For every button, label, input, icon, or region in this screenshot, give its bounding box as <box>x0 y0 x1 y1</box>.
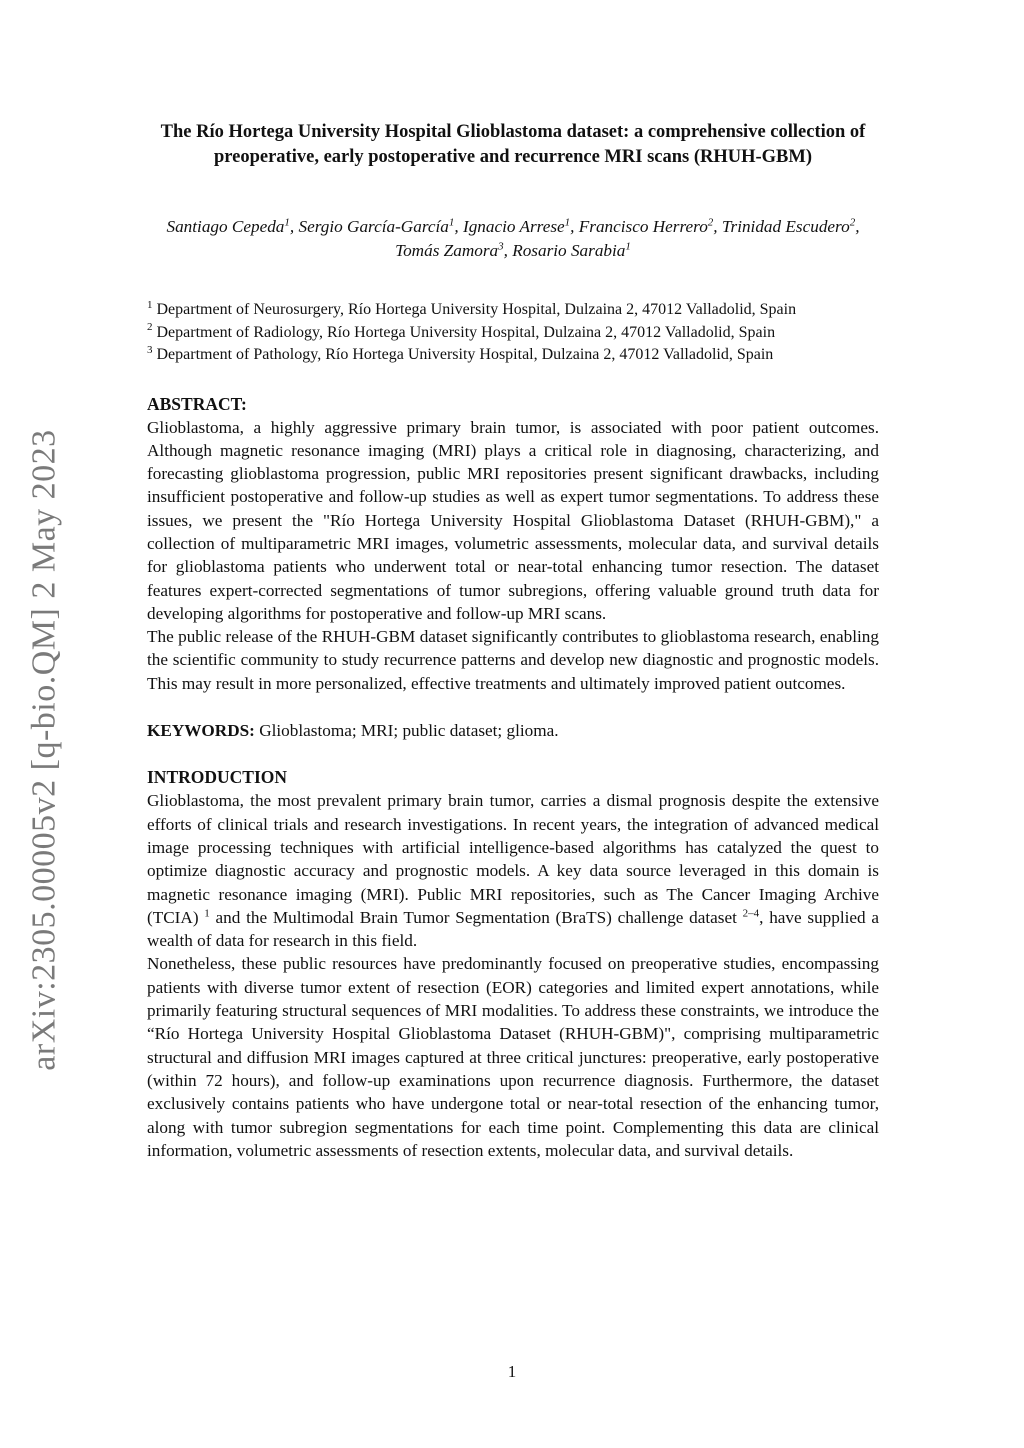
keywords-label: KEYWORDS: <box>147 721 255 741</box>
introduction-paragraph: Glioblastoma, the most prevalent primary brain tumor, carries a dismal prognosis despite the extensive efforts of clinical trials and research investigations. In recent years, the integration of advanced medical image processing techniques with artificial intelligence-based algorithms has catalyzed the quest to optimize diagnostic accuracy and prognostic models. A key data source leveraged in this domain is magnetic resonance imaging (MRI). Public MRI repositories, such as The Cancer Imaging Archive (TCIA) $^1$ and the Multimodal Brain Tumor Segmentation (BraTS) challenge dataset $^{2-4}$, have supplied a wealth of data for research in this field. <box>147 791 879 951</box>
keywords-text: Glioblastoma; MRI; public dataset; glioma. <box>259 721 559 741</box>
abstract-paragraph: Glioblastoma, a highly aggressive primary brain tumor, is associated with poor patient outcomes. Although magnetic resonance imaging (MRI) plays a critical role in diagnosing, characterizing, and forecasting glioblastoma progression, public MRI repositories present significant drawbacks, including insufficient postoperative and follow-up studies as well as expert tumor segmentations. To address these issues, we present the "Río Hortega University Hospital Glioblastoma Dataset (RHUH-GBM)," a collection of multiparametric MRI images, volumetric assessments, molecular data, and survival details for glioblastoma patients who underwent total or near-total enhancing tumor resection. The dataset features expert-corrected segmentations of tumor subregions, offering valuable ground truth data for developing algorithms for postoperative and follow-up MRI scans. <box>147 417 879 623</box>
citation: 1 <box>204 907 210 920</box>
introduction-heading: INTRODUCTION <box>147 767 288 788</box>
abstract-paragraph: The public release of the RHUH-GBM dataset significantly contributes to glioblastoma research, enabling the scientific community to study recurrence patterns and develop new diagnostic and prognostic models. This may result in more personalized, effective treatments and ultimately improved patient outcomes. <box>147 627 879 693</box>
affiliation: $^1$ Department of Neurosurgery, Río Hortega University Hospital, Dulzaina 2, 47012 Valladolid, Spain <box>147 298 797 318</box>
affiliation: $^3$ Department of Pathology, Río Hortega University Hospital, Dulzaina 2, 47012 Valladolid, Spain <box>147 343 774 363</box>
arxiv-identifier: arXiv:2305.00005v2 [q-bio.QM] 2 May 2023 <box>26 429 64 1071</box>
affiliation: $^2$ Department of Radiology, Río Hortega University Hospital, Dulzaina 2, 47012 Valladolid, Spain <box>147 321 776 341</box>
author: Santiago Cepeda$^1$ <box>166 216 290 236</box>
paper-page <box>147 120 879 1162</box>
page-number: 1 <box>507 1362 517 1381</box>
introduction-section <box>147 766 879 1162</box>
author: Tomás Zamora$^3$ <box>395 240 504 260</box>
abstract-heading: ABSTRACT: <box>147 393 247 414</box>
introduction-paragraph: Nonetheless, these public resources have predominantly focused on preoperative studies, encompassing patients with diverse tumor extent of resection (EOR) categories and limited expert annotations, while primarily featuring structural sequences of MRI modalities. To address these constraints, we introduce the “Río Hortega University Hospital Glioblastoma Dataset (RHUH-GBM)", comprising multiparametric structural and diffusion MRI images captured at three critical junctures: preoperative, early postoperative (within 72 hours), and follow-up examinations upon recurrence diagnosis. Furthermore, the dataset exclusively contains patients who have undergone total or near-total resection of the enhancing tumor, along with tumor subregion segmentations for each time point. Complementing this data are clinical information, volumetric assessments of resection extents, molecular data, and survival details. <box>147 954 879 1160</box>
affiliation-list <box>147 299 879 367</box>
keywords-line <box>147 719 879 742</box>
author: Rosario Sarabia$^1$ <box>512 240 631 260</box>
citation: 2–4 <box>742 907 760 920</box>
author-list: Santiago Cepeda$^1$, Sergio García-García$^1$, Ignacio Arrese$^1$, Francisco Herrero$^2$, Trinidad Escudero$^2$, Tomás Zamora$^3$, Rosario Sarabia$^1$ <box>166 216 860 260</box>
arxiv-side-stamp <box>20 420 70 1080</box>
author: Sergio García-García$^1$ <box>298 216 455 236</box>
author: Trinidad Escudero$^2$ <box>721 216 856 236</box>
author: Francisco Herrero$^2$ <box>578 216 714 236</box>
abstract-section <box>147 393 879 696</box>
author: Ignacio Arrese$^1$ <box>462 216 571 236</box>
paper-title: The Río Hortega University Hospital Glioblastoma dataset: a comprehensive collection of preoperative, early postoperative and recurrence MRI scans (RHUH-GBM) <box>160 122 866 167</box>
